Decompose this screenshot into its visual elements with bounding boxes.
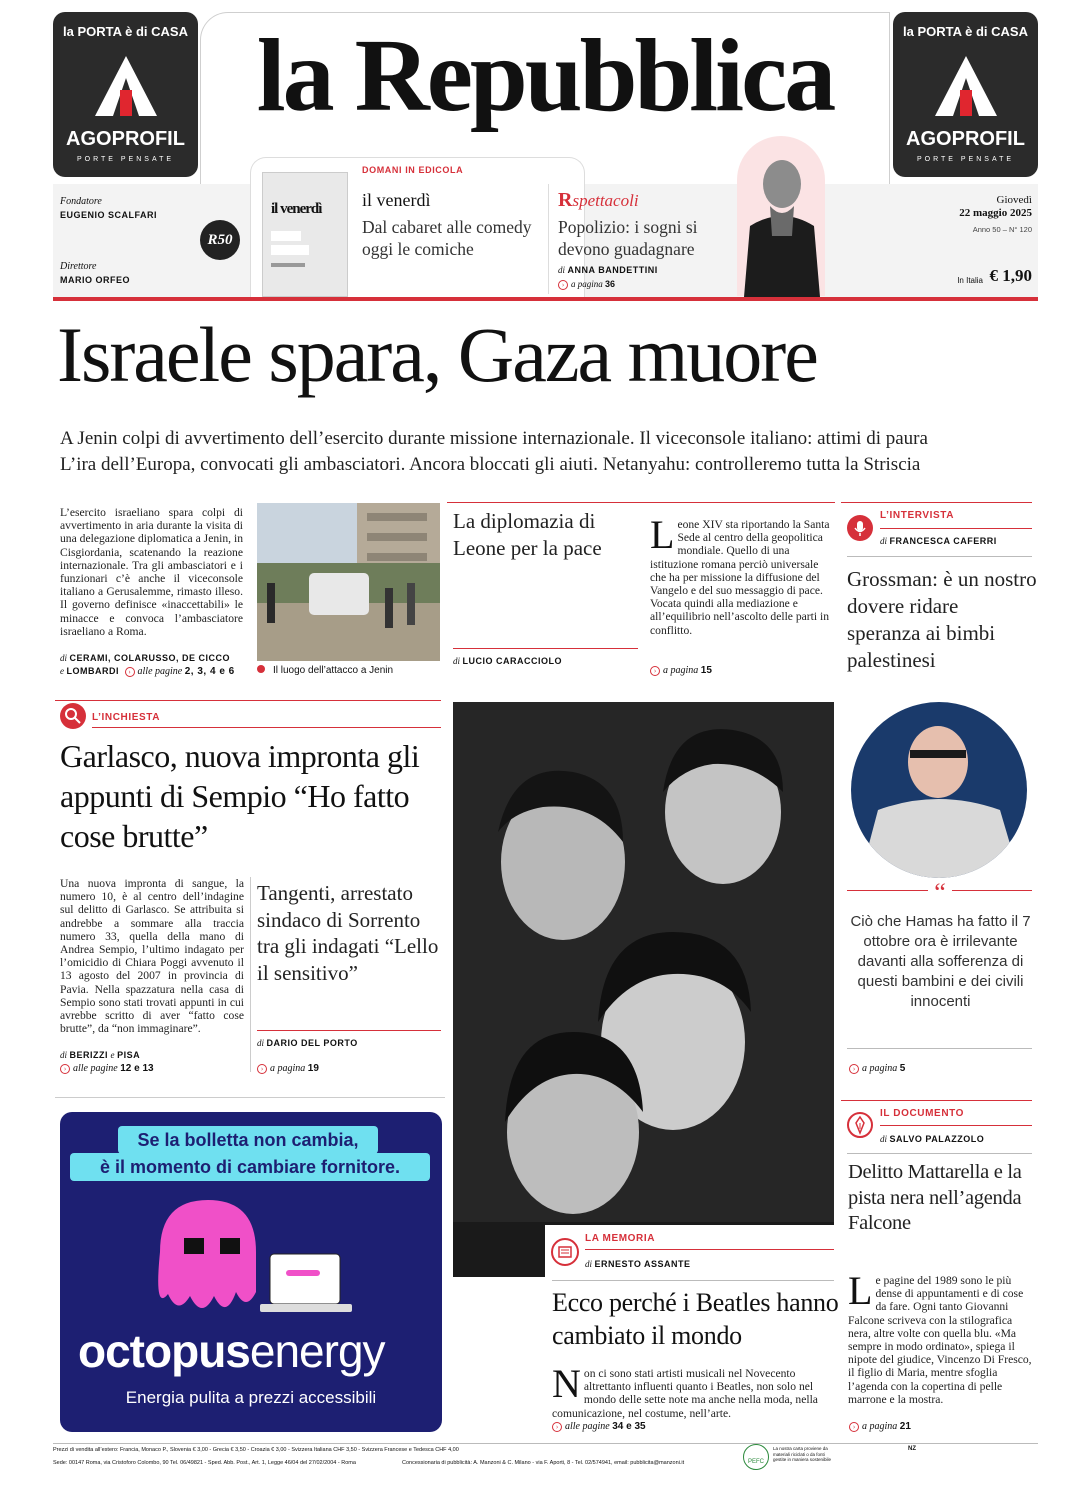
venerdi-magazine-cover[interactable] [262,172,348,297]
column-divider [250,877,251,1072]
spettacoli-r: R [558,189,573,211]
byline-author: ANNA BANDETTINI [567,265,658,275]
arrow-icon: › [849,1064,859,1074]
issue-number: Anno 50 – N° 120 [972,225,1032,234]
director-name: MARIO ORFEO [60,275,130,285]
octopus-logo [78,1324,385,1378]
leone-top-rule [447,502,835,503]
octopus-mascot-icon [140,1192,370,1332]
headline-sub-1: A Jenin colpi di avvertimento dell’esercito durante missione internazionale. Il viceconsole italiano: attimi di paura [60,428,928,449]
leone-body [650,512,832,637]
door-logo-icon [93,54,159,120]
inchiesta-byline [60,1050,140,1060]
lead-byline [60,653,230,663]
dropcap: L [848,1268,873,1313]
footer-sede: Sede: 00147 Roma, via Cristoforo Colombo, 90 Tel. 06/49821 - Sped. Abb. Post., Art. 1, Legge 46/04 del 27/02/2004 - Roma [53,1460,356,1466]
sorrento-byline [257,1038,358,1048]
pageref-page: 21 [899,1421,911,1432]
pageref-page: 5 [899,1063,906,1074]
octopus-energy-ad[interactable] [60,1112,442,1432]
leone-text: eone XIV sta riportando la Santa Sede al centro della geopolitica mondiale. Quello di una istituzione romana perciò universale che ha per missione la diffusione del Vangelo e del suo messaggio di pace. Vocata quindi alla mediazione e all’equilibrio nell’ascolto delle parti in conflitto. [650,518,830,637]
byline-author: BERIZZI [69,1050,109,1060]
byline-di: di [880,1134,888,1144]
byline-di: di [60,1050,68,1060]
spettacoli-byline [558,265,658,275]
ad-tagline: la PORTA è di CASA [63,24,188,39]
venerdi-text[interactable]: Dal cabaret alle comedy oggi le comiche [362,217,532,259]
arrow-icon: › [558,280,568,290]
documento-kicker-rule [880,1125,1032,1126]
byline-author: LOMBARDI [66,666,120,676]
promo-kicker: DOMANI IN EDICOLA [362,165,464,175]
main-headline[interactable]: Israele spara, Gaza muore [57,311,817,398]
memoria-text: on ci sono stati artisti musicali nel Novecento altrettanto influenti quanto i Beatles, non solo nel mondo delle sette note ma anche nella moda, nella comunicazione, nel costume, nell’arte. [552,1367,818,1420]
leone-pageref[interactable] [650,665,712,676]
arrow-icon: › [125,667,135,677]
beatles-photo[interactable] [453,702,834,1277]
director-label: Direttore [60,261,97,272]
inchiesta-pageref[interactable] [60,1063,154,1074]
cover-line [271,263,305,267]
documento-kicker: IL DOCUMENTO [880,1108,965,1119]
popolizio-portrait-photo [740,146,824,297]
headline-sub-2: L’ira dell’Europa, convocati gli ambasciatori. Ancora bloccati gli aiuti. Netanyahu: controlleremo tutta la Striscia [60,454,921,475]
byline-di: di [453,656,461,666]
lead-story-text: L’esercito israeliano spara colpi di avvertimento in aria durante la visita di una delegazione diplomatica a Jenin, in Cisgiordania, scatenando la reazione internazionale. Tra gli ambasciatori e i funzionari c’è anche il viceconsole italiano a Gerusalemme, rimasto illeso. Il governo definisce «inaccettabili» le minacce e convoca l’ambasciatore israeliano a Roma. [60,506,243,638]
leone-byline [453,656,562,666]
byline-author: LUCIO CARACCIOLO [462,656,563,666]
intervista-kicker: L’INTERVISTA [880,510,955,521]
spettacoli-pageref[interactable] [558,279,615,290]
grossman-portrait-photo[interactable] [850,702,1028,878]
pageref-label: a pagina [270,1063,306,1074]
sorrento-rule [257,1030,441,1031]
pageref-label: alle pagine [73,1063,118,1074]
pageref-label: a pagina [663,665,699,676]
intervista-quote: Ciò che Hamas ha fatto il 7 ottobre ora è irrilevante davanti alla sofferenza di questi bambini e dei civili innocenti [850,913,1031,1010]
documento-text: e pagine del 1989 sono le più dense di appuntamenti e di cose da fare. Ogni tanto Giovanni Falcone scriveva con la stilografica nera, altre volte con quella blu. «Ma sempre in modo ordinato», spiega il nipote del giudice, Vincenzo Di Fresco, il figlio di Maria, mentre sfoglia l’agenda con la copertina di pelle marrone e la mostra. [848,1274,1032,1406]
footer-prices: Prezzi di vendita all’estero: Francia, Monaco P., Slovenia € 3,00 - Grecia € 3,50 - Croazia € 3,00 - Svizzera Italiana CHF 3,50 - Svizzera Francese e Tedesca CHF 4,00 [53,1447,459,1453]
cover-block [271,231,301,241]
byline-e: e [110,1050,115,1060]
ad-line-2: è il momento di cambiare fornitore. [70,1153,430,1181]
brand-octopus: octopus [78,1325,250,1377]
pageref-label: alle pagine [565,1421,610,1432]
byline-author: DARIO DEL PORTO [266,1038,358,1048]
spettacoli-text[interactable]: Popolizio: i sogni si devono guadagnare [558,217,698,259]
pageref-pages: 2, 3, 4 e 6 [184,666,235,677]
inchiesta-text: Una nuova impronta di sangue, la numero 10, è al centro dell’indagine sul delitto di Garlasco. Se attribuita si andrebbe a sommare alla traccia numero 33, quella della mano di Andrea Sempio, l’ultimo indagato per l’omicidio di Chiara Poggi avvenuto il 13 agosto del 2007 in provincia di Pavia. Nella spazzatura nella casa di Sempio sono stati trovati appunti in cui avrebbe scritto di aver “fatto cose brutte”, da “non immaginare”. [60,877,244,1036]
agoprofil-ad-right[interactable] [893,12,1038,177]
masthead-red-rule [53,297,1038,301]
sorrento-title[interactable]: Tangenti, arrestato sindaco di Sorrento tra gli indagati “Lello il sensitivo” [257,881,439,985]
byline-author: SALVO PALAZZOLO [889,1134,985,1144]
inchiesta-title[interactable]: Garlasco, nuova impronta gli appunti di Sempio “Ho fatto cose brutte” [60,738,420,854]
memoria-pageref[interactable] [552,1421,646,1432]
memoria-body [552,1361,834,1420]
founder-name: EUGENIO SCALFARI [60,210,158,220]
documento-body [848,1268,1032,1406]
price: € 1,90 [989,266,1032,285]
pageref-pages: 12 e 13 [120,1063,154,1074]
byline-di: di [585,1259,593,1269]
byline-e: e [60,666,64,676]
byline-authors: CERAMI, COLARUSSO, DE CICCO [69,653,231,663]
intervista-title[interactable]: Grossman: è un nostro dovere ridare speranza ai bimbi palestinesi [847,567,1037,672]
founder-label: Fondatore [60,196,102,207]
byline-author: FRANCESCA CAFERRI [889,536,997,546]
cover-block [271,245,309,255]
inchiesta-kicker: L’INCHIESTA [92,712,161,723]
memoria-rule [552,1280,834,1281]
ad-tagline: la PORTA è di CASA [903,24,1028,39]
intervista-rule [847,556,1032,557]
memoria-title[interactable]: Ecco perché i Beatles hanno cambiato il mondo [552,1288,839,1350]
pageref-label: a pagina [862,1063,898,1074]
memoria-kicker: LA MEMORIA [585,1233,656,1244]
microphone-icon [847,515,873,541]
door-logo-icon [933,54,999,120]
byline-author: PISA [117,1050,141,1060]
caption-text: Il luogo dell’attacco a Jenin [273,665,394,676]
magnifier-icon [60,703,86,729]
inchiesta-top-rule [55,700,441,701]
venerdi-title: il venerdì [362,190,431,210]
ad-line-1: Se la bolletta non cambia, [118,1126,378,1154]
newspaper-title[interactable]: la Repubblica [256,18,834,133]
album-icon [551,1238,579,1266]
arrow-icon: › [849,1422,859,1432]
ad-sub: PORTE PENSATE [76,156,175,163]
ad-tagline: Energia pulita a prezzi accessibili [125,1388,377,1407]
documento-top-rule [841,1100,1032,1101]
spettacoli-label: spettacoli [572,191,639,210]
quote-mark-icon: “ [928,878,952,908]
arrow-icon: › [60,1064,70,1074]
promo-divider [548,184,549,294]
pen-icon [847,1112,873,1138]
pageref-page: 15 [700,665,712,676]
price-label: In Italia [957,276,983,285]
magazine-title: il venerdì [271,201,322,217]
edition-code: NZ [908,1446,916,1452]
jenin-attack-photo[interactable] [257,503,440,661]
intervista-bottom-rule [847,1048,1032,1049]
pageref-pages: 34 e 35 [612,1421,646,1432]
ad-logo-text: AGOPROFIL [906,128,1025,150]
intervista-top-rule [841,502,1032,503]
byline-di: di [257,1038,265,1048]
leone-title[interactable]: La diplomazia di Leone per la pace [453,509,602,560]
pefc-logo-icon [743,1444,769,1470]
dropcap: N [552,1361,581,1406]
date-day: Giovedì [996,194,1032,206]
pageref-label: alle pagine [137,666,183,677]
paper-note: La nostra carta proviene da materiali riciclati o da fonti gestite in maniera sostenibile [773,1446,832,1462]
dropcap: L [650,512,675,557]
byline-author: ERNESTO ASSANTE [594,1259,691,1269]
inchiesta-kicker-rule [92,727,441,728]
intervista-kicker-rule [880,528,1032,529]
spettacoli-header [558,189,639,212]
documento-rule [847,1153,1032,1154]
byline-di: di [880,536,888,546]
ad-sub: PORTE PENSATE [916,156,1015,163]
pageref-page: 19 [307,1063,319,1074]
footer-rule [53,1443,1038,1444]
pageref-label: a pagina [571,279,603,289]
arrow-icon: › [257,1064,267,1074]
documento-title[interactable]: Delitto Mattarella e la pista nera nell’agenda Falcone [848,1161,1022,1234]
caption-dot-icon [257,665,265,673]
memoria-byline [585,1259,691,1269]
memoria-kicker-rule [585,1249,834,1250]
byline-di: di [60,653,68,663]
agoprofil-ad-left[interactable] [53,12,198,177]
pageref-label: a pagina [862,1421,898,1432]
lead-photo-caption [257,665,393,676]
brand-energy: energy [249,1325,385,1377]
arrow-icon: › [552,1422,562,1432]
ad-logo-text: AGOPROFIL [66,128,185,150]
documento-pageref[interactable] [849,1421,911,1432]
byline-di: di [558,265,566,275]
footer-concessionaria: Concessionaria di pubblicità: A. Manzoni & C. Milano - via F. Aporti, 8 - Tel. 02/574941, email: pubblicita@manzoni.it [402,1460,685,1466]
arrow-icon: › [650,666,660,676]
ad-top-rule [55,1097,445,1098]
date-full: 22 maggio 2025 [959,207,1032,219]
lead-byline-2[interactable] [60,666,235,677]
intervista-pageref[interactable] [849,1063,905,1074]
intervista-byline [880,536,997,546]
documento-byline [880,1134,984,1144]
pefc-label: PEFC [747,1459,764,1465]
r50-badge-icon: R50 [200,220,240,260]
sorrento-pageref[interactable] [257,1063,319,1074]
leone-byline-rule [453,648,638,649]
pageref-page: 36 [605,279,616,289]
